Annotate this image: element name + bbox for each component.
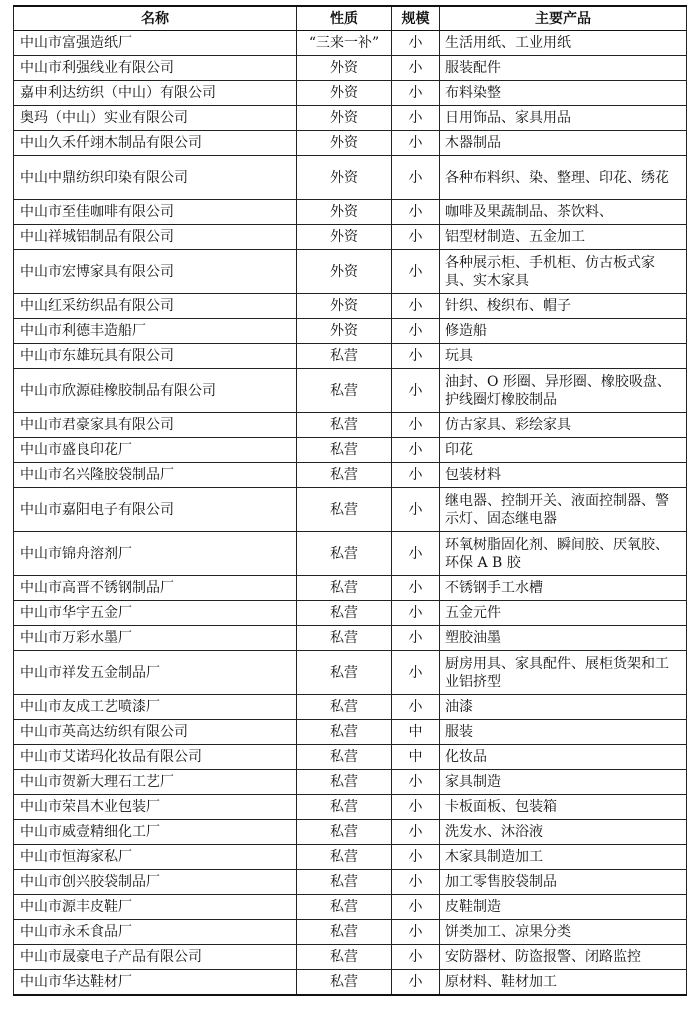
scale-cell: 小 [392, 970, 440, 996]
products-cell: 咖啡及果蔬制品、茶饮料、 [440, 200, 687, 225]
table-row [14, 200, 687, 225]
products-cell: 日用饰品、家具用品 [440, 106, 687, 131]
products-cell: 塑胶油墨 [440, 626, 687, 651]
nature-cell: 私营 [297, 945, 392, 970]
nature-cell: 外资 [297, 319, 392, 344]
company-name-cell: 中山市高晋不锈钢制品厂 [14, 576, 297, 601]
table-row [14, 106, 687, 131]
nature-cell: 私营 [297, 870, 392, 895]
products-cell: 家具制造 [440, 770, 687, 795]
scale-cell: 小 [392, 695, 440, 720]
products-cell: 不锈钢手工水槽 [440, 576, 687, 601]
table-row [14, 31, 687, 56]
company-name-cell: 中山市利强线业有限公司 [14, 56, 297, 81]
table-row [14, 413, 687, 438]
products-cell: 铝型材制造、五金加工 [440, 225, 687, 250]
table-row [14, 695, 687, 720]
company-name-cell: 中山市君豪家具有限公司 [14, 413, 297, 438]
scale-cell: 小 [392, 601, 440, 626]
table-row [14, 770, 687, 795]
scale-cell: 小 [392, 294, 440, 319]
company-name-cell: 中山市英高达纺织有限公司 [14, 720, 297, 745]
nature-cell: 私营 [297, 488, 392, 532]
products-cell: 安防器材、防盗报警、闭路监控 [440, 945, 687, 970]
company-name-cell: 中山市欣源硅橡胶制品有限公司 [14, 369, 297, 413]
company-name-cell: 中山市荣昌木业包装厂 [14, 795, 297, 820]
company-name-cell: 中山祥城铝制品有限公司 [14, 225, 297, 250]
company-name-cell: 中山市永禾食品厂 [14, 920, 297, 945]
table-row [14, 920, 687, 945]
nature-cell: 私营 [297, 438, 392, 463]
nature-cell: 私营 [297, 820, 392, 845]
products-cell: 洗发水、沐浴液 [440, 820, 687, 845]
scale-cell: 小 [392, 106, 440, 131]
company-name-cell: 中山市源丰皮鞋厂 [14, 895, 297, 920]
company-name-cell: 中山市祥发五金制品厂 [14, 651, 297, 695]
company-name-cell: 中山市威壹精细化工厂 [14, 820, 297, 845]
table-row [14, 895, 687, 920]
company-name-cell: 中山市万彩水墨厂 [14, 626, 297, 651]
scale-cell: 小 [392, 795, 440, 820]
company-name-cell: 中山市宏博家具有限公司 [14, 250, 297, 294]
scale-cell: 小 [392, 626, 440, 651]
scale-cell: 中 [392, 745, 440, 770]
header-scale: 规模 [392, 6, 440, 31]
nature-cell: 私营 [297, 795, 392, 820]
scale-cell: 小 [392, 770, 440, 795]
nature-cell: 外资 [297, 131, 392, 156]
nature-cell: 外资 [297, 225, 392, 250]
scale-cell: 小 [392, 870, 440, 895]
scale-cell: 小 [392, 895, 440, 920]
products-cell: 化妆品 [440, 745, 687, 770]
company-name-cell: 中山红采纺织品有限公司 [14, 294, 297, 319]
header-nature: 性质 [297, 6, 392, 31]
nature-cell: “三来一补” [297, 31, 392, 56]
scale-cell: 小 [392, 488, 440, 532]
products-cell: 木器制品 [440, 131, 687, 156]
table-row [14, 250, 687, 294]
scale-cell: 小 [392, 344, 440, 369]
enterprise-table-container [13, 5, 686, 996]
table-row [14, 532, 687, 576]
products-cell: 服装 [440, 720, 687, 745]
scale-cell: 小 [392, 31, 440, 56]
company-name-cell: 中山市富强造纸厂 [14, 31, 297, 56]
company-name-cell: 嘉申利达纺织（中山）有限公司 [14, 81, 297, 106]
table-row [14, 795, 687, 820]
table-row [14, 344, 687, 369]
company-name-cell: 中山市恒海家私厂 [14, 845, 297, 870]
scale-cell: 小 [392, 56, 440, 81]
products-cell: 油漆 [440, 695, 687, 720]
table-row [14, 369, 687, 413]
table-row [14, 156, 687, 200]
nature-cell: 外资 [297, 156, 392, 200]
scale-cell: 中 [392, 720, 440, 745]
products-cell: 饼类加工、凉果分类 [440, 920, 687, 945]
nature-cell: 私营 [297, 695, 392, 720]
nature-cell: 私营 [297, 601, 392, 626]
products-cell: 各种展示柜、手机柜、仿古板式家具、实木家具 [440, 250, 687, 294]
company-name-cell: 中山市名兴隆胶袋制品厂 [14, 463, 297, 488]
scale-cell: 小 [392, 463, 440, 488]
scale-cell: 小 [392, 131, 440, 156]
nature-cell: 私营 [297, 369, 392, 413]
table-row [14, 131, 687, 156]
company-name-cell: 中山市利德丰造船厂 [14, 319, 297, 344]
products-cell: 继电器、控制开关、液面控制器、警示灯、固态继电器 [440, 488, 687, 532]
header-name: 名称 [14, 6, 297, 31]
products-cell: 布料染整 [440, 81, 687, 106]
table-row [14, 56, 687, 81]
nature-cell: 私营 [297, 895, 392, 920]
nature-cell: 外资 [297, 200, 392, 225]
table-body [14, 31, 687, 996]
scale-cell: 小 [392, 319, 440, 344]
products-cell: 厨房用具、家具配件、展柜货架和工业铝挤型 [440, 651, 687, 695]
products-cell: 玩具 [440, 344, 687, 369]
company-name-cell: 中山市东雄玩具有限公司 [14, 344, 297, 369]
table-row [14, 438, 687, 463]
company-name-cell: 中山中鼎纺织印染有限公司 [14, 156, 297, 200]
table-row [14, 820, 687, 845]
company-name-cell: 奥玛（中山）实业有限公司 [14, 106, 297, 131]
table-row [14, 945, 687, 970]
header-products: 主要产品 [440, 6, 687, 31]
products-cell: 加工零售胶袋制品 [440, 870, 687, 895]
nature-cell: 私营 [297, 463, 392, 488]
nature-cell: 外资 [297, 81, 392, 106]
scale-cell: 小 [392, 438, 440, 463]
scale-cell: 小 [392, 81, 440, 106]
products-cell: 卡板面板、包装箱 [440, 795, 687, 820]
nature-cell: 私营 [297, 344, 392, 369]
company-name-cell: 中山市创兴胶袋制品厂 [14, 870, 297, 895]
nature-cell: 外资 [297, 294, 392, 319]
nature-cell: 私营 [297, 920, 392, 945]
nature-cell: 外资 [297, 250, 392, 294]
table-row [14, 651, 687, 695]
company-name-cell: 中山市华宇五金厂 [14, 601, 297, 626]
scale-cell: 小 [392, 156, 440, 200]
company-name-cell: 中山市至佳咖啡有限公司 [14, 200, 297, 225]
table-row [14, 626, 687, 651]
nature-cell: 私营 [297, 576, 392, 601]
table-row [14, 81, 687, 106]
table-row [14, 845, 687, 870]
company-name-cell: 中山市嘉阳电子有限公司 [14, 488, 297, 532]
products-cell: 仿古家具、彩绘家具 [440, 413, 687, 438]
products-cell: 服装配件 [440, 56, 687, 81]
company-name-cell: 中山市贺新大理石工艺厂 [14, 770, 297, 795]
table-row [14, 576, 687, 601]
nature-cell: 私营 [297, 845, 392, 870]
products-cell: 针织、梭织布、帽子 [440, 294, 687, 319]
products-cell: 修造船 [440, 319, 687, 344]
scale-cell: 小 [392, 200, 440, 225]
scale-cell: 小 [392, 920, 440, 945]
nature-cell: 私营 [297, 770, 392, 795]
company-name-cell: 中山久禾仟翊木制品有限公司 [14, 131, 297, 156]
scale-cell: 小 [392, 845, 440, 870]
table-row [14, 870, 687, 895]
company-name-cell: 中山市友成工艺喷漆厂 [14, 695, 297, 720]
table-row [14, 745, 687, 770]
table-row [14, 488, 687, 532]
scale-cell: 小 [392, 369, 440, 413]
nature-cell: 私营 [297, 651, 392, 695]
scale-cell: 小 [392, 576, 440, 601]
table-row [14, 720, 687, 745]
nature-cell: 外资 [297, 56, 392, 81]
company-name-cell: 中山市艾诺玛化妆品有限公司 [14, 745, 297, 770]
products-cell: 木家具制造加工 [440, 845, 687, 870]
table-row [14, 294, 687, 319]
products-cell: 原材料、鞋材加工 [440, 970, 687, 996]
table-row [14, 319, 687, 344]
table-row [14, 970, 687, 996]
nature-cell: 私营 [297, 745, 392, 770]
products-cell: 各种布料织、染、整理、印花、绣花 [440, 156, 687, 200]
scale-cell: 小 [392, 651, 440, 695]
products-cell: 油封、O 形圈、异形圈、橡胶吸盘、护线圈灯橡胶制品 [440, 369, 687, 413]
scale-cell: 小 [392, 945, 440, 970]
company-name-cell: 中山市华达鞋材厂 [14, 970, 297, 996]
products-cell: 环氧树脂固化剂、瞬间胶、厌氧胶、环保 A B 胶 [440, 532, 687, 576]
scale-cell: 小 [392, 413, 440, 438]
nature-cell: 私营 [297, 970, 392, 996]
company-name-cell: 中山市盛良印花厂 [14, 438, 297, 463]
table-row [14, 601, 687, 626]
scale-cell: 小 [392, 820, 440, 845]
products-cell: 印花 [440, 438, 687, 463]
nature-cell: 外资 [297, 106, 392, 131]
scale-cell: 小 [392, 225, 440, 250]
company-name-cell: 中山市晟豪电子产品有限公司 [14, 945, 297, 970]
products-cell: 包装材料 [440, 463, 687, 488]
table-row [14, 225, 687, 250]
nature-cell: 私营 [297, 532, 392, 576]
products-cell: 五金元件 [440, 601, 687, 626]
company-name-cell: 中山市锦舟溶剂厂 [14, 532, 297, 576]
nature-cell: 私营 [297, 626, 392, 651]
products-cell: 生活用纸、工业用纸 [440, 31, 687, 56]
scale-cell: 小 [392, 250, 440, 294]
nature-cell: 私营 [297, 720, 392, 745]
table-row [14, 463, 687, 488]
scale-cell: 小 [392, 532, 440, 576]
table-header-row [14, 6, 687, 31]
products-cell: 皮鞋制造 [440, 895, 687, 920]
nature-cell: 私营 [297, 413, 392, 438]
enterprise-table [13, 5, 687, 996]
